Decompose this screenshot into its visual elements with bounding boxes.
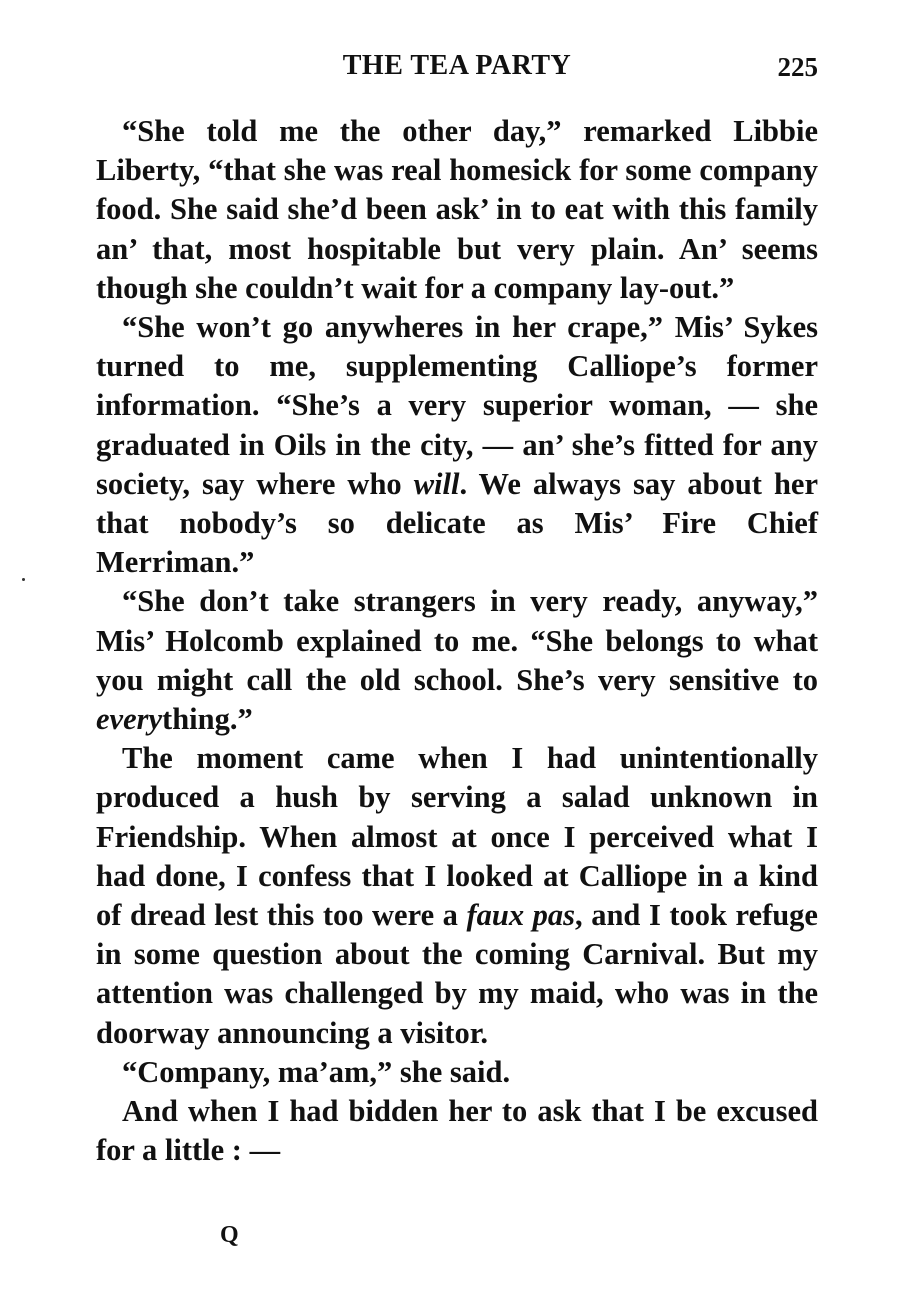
paragraph: [96, 1053, 818, 1092]
text-run: thing.”: [162, 702, 253, 737]
paragraph: [96, 739, 818, 1053]
signature-mark: Q: [220, 1222, 239, 1248]
text-run: , and I took refuge in some question about the coming Carnival. But my attention was challenged by my maid, who was in the doorway announcing a visitor.: [96, 898, 818, 1050]
paragraph: [96, 308, 818, 582]
italic-text: will: [413, 466, 460, 501]
text-run: “Company, ma’am,” she said.: [122, 1054, 511, 1089]
margin-speck: [22, 578, 25, 581]
paragraph: [96, 1092, 818, 1170]
text-run: The moment came when I had unintentionally produced a hush by serving a salad unknown in Friendship. When almost at once I perceived what I had done, I confess that I looked at Calliope in a kind of dread lest this too were a: [96, 741, 818, 933]
text-run: “She won’t go anywheres in her crape,” Mis’ Sykes turned to me, supplementing Calliope’s former information. “She’s a very superior woman, — she graduated in Oils in the city, — an’ she’s fitted for any society, say where who: [96, 310, 818, 501]
text-run: “She don’t take strangers in very ready, anyway,” Mis’ Holcomb explained to me. “She belongs to what you might call the old school. She’s very sensitive to: [96, 584, 818, 697]
running-title: THE TEA PARTY: [342, 50, 572, 81]
italic-text: every: [96, 702, 163, 737]
text-run: And when I had bidden her to ask that I be excused for a little : —: [96, 1094, 818, 1168]
body-text: [96, 112, 818, 1170]
running-head: [96, 50, 818, 90]
italic-text: faux pas: [466, 898, 576, 933]
paragraph: [96, 582, 818, 739]
text-run: . We always say about her that nobody’s so delicate as Mis’ Fire Chief Merriman.”: [96, 466, 818, 580]
text-run: “She told me the other day,” remarked Libbie Liberty, “that she was real homesick for some company food. She said she’d been ask’ in to eat with this family an’ that, most hospitable but very plain. An’ seems though she couldn’t wait for a company lay-out.”: [96, 114, 818, 305]
paragraph: [96, 112, 818, 308]
page-number: 225: [777, 52, 818, 82]
